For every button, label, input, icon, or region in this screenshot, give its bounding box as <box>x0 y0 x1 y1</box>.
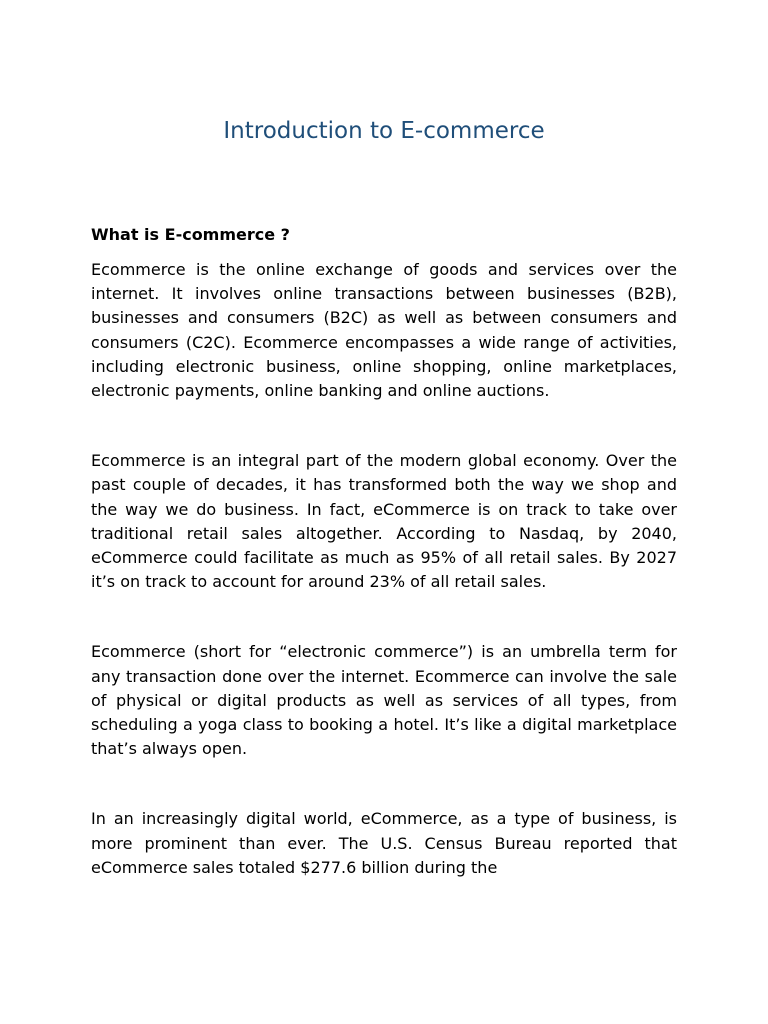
document-title: Introduction to E-commerce <box>223 118 545 144</box>
paragraph: Ecommerce (short for “electronic commerce”) is an umbrella term for any transaction done over the internet. Ecommerce can involve the sale of physical or digital products as well as services of all types, from scheduling a yoga class to booking a hotel. It’s like a digital marketplace that’s always open. <box>91 642 677 759</box>
section-heading: What is E-commerce ? <box>91 225 290 244</box>
paragraph: Ecommerce is the online exchange of goods and services over the internet. It involves online transactions between businesses (B2B), businesses and consumers (B2C) as well as between consumers and consumers (C2C). Ecommerce encompasses a wide range of activities, including electronic business, online shopping, online marketplaces, electronic payments, online banking and online auctions. <box>91 260 677 401</box>
paragraph: Ecommerce is an integral part of the modern global economy. Over the past couple of decades, it has transformed both the way we shop and the way we do business. In fact, eCommerce is on track to take over traditional retail sales altogether. According to Nasdaq, by 2040, eCommerce could facilitate as much as 95% of all retail sales. By 2027 it’s on track to account for around 23% of all retail sales. <box>91 451 677 592</box>
paragraph: In an increasingly digital world, eCommerce, as a type of business, is more prominent than ever. The U.S. Census Bureau reported that eCommerce sales totaled $277.6 billion during the <box>91 809 677 877</box>
document-body <box>91 223 677 880</box>
